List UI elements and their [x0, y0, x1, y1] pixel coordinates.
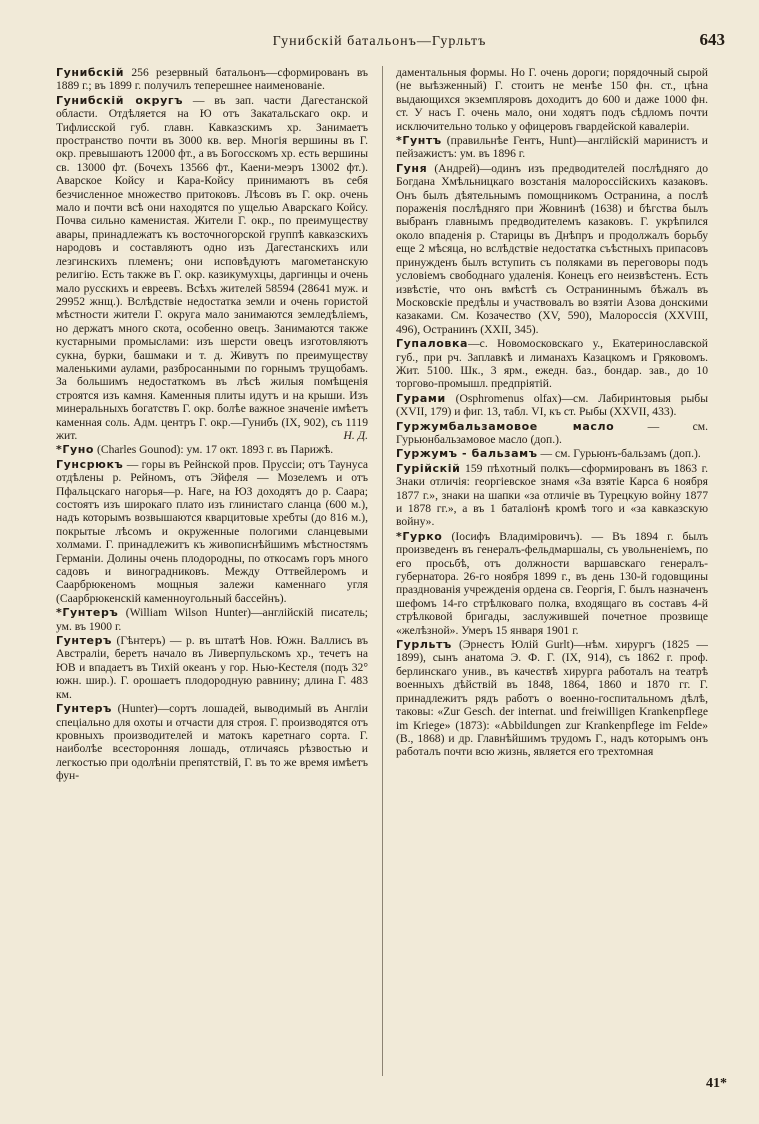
article-text: 159 пѣхотный полкъ—сформированъ въ 1863 г. Знаки отличія: георгіевское знамя «За взятіе Карса 6 ноября 1877 г.», знаки на шапки «за отличіе въ Турецкую войну 1877 и 1878 гг.», а въ 1 баталіонѣ кромѣ того и «за кавказскую войну».: [396, 461, 708, 529]
article-text: даментальныя формы. Но Г. очень дороги; порядочный сырой (не выѣзженный) Г. стоитъ не менѣе 150 фн. ст., цѣна выдающихся экземпляровъ доходитъ до 600 и даже 1000 фн. ст. У насъ Г. очень мало, они ходятъ подъ сѣдломъ почти исключительно только у офицеровъ гвардейской кавалеріи.: [396, 66, 708, 133]
article-entry: [396, 162, 708, 336]
article-entry: [56, 94, 368, 443]
article-headword: *Гунтеръ: [56, 606, 119, 620]
article-entry: [56, 66, 368, 93]
article-entry: [56, 702, 368, 782]
article-entry: [396, 447, 708, 460]
article-entry: [396, 392, 708, 419]
article-text: 256 резервный батальонъ—сформированъ въ 1889 г.; въ 1899 г. получилъ теперешнее наименованіе.: [56, 66, 368, 93]
article-headword: *Гуно: [56, 443, 95, 457]
signature-mark: 41*: [706, 1076, 727, 1091]
article-text: (Charles Gounod): ум. 17 окт. 1893 г. въ Парижѣ.: [94, 443, 334, 457]
article-text: — горы въ Рейнской пров. Пруссіи; отъ Таунуса отдѣлены р. Рейномъ, отъ Эйфеля — Мозелемъ и отъ Пфальцскаго нагорья—р. Наге, на ЮЗ доходятъ до р. Саара; состоятъ изъ широкаго плато изъ глинистаго сланца (600 м.), надъ которымъ возвышаются кварцитовые хребты (до 816 м.), покрытые лѣсомъ и окруженные пологими сланцевыми холмами. Г. принадлежитъ къ живописнѣйшимъ мѣстностямъ Германіи. Долины очень плодородны, по откосамъ горъ много садовъ и виноградниковъ. Между Оттвейлеромъ и Саарбрюкеномъ мощныя залежи каменнаго угля (Саарбрюкенскій каменноугольный бассейнъ).: [56, 457, 368, 605]
article-headword: Гунибскій округъ: [56, 93, 184, 107]
article-headword: *Гурко: [396, 529, 443, 543]
article-text: (Гѣнтеръ) — р. въ штатѣ Нов. Южн. Валлисъ въ Австраліи, беретъ начало въ Ливерпульскомъ хр., течетъ на ЮВ и впадаетъ въ Тихій океанъ у гор. Нью-Кестеля (подъ 32° южн. шир.). Г. орошаетъ плодородную равнину; длина Г. 483 км.: [56, 634, 368, 701]
article-entry: [56, 458, 368, 605]
article-entry: [396, 66, 708, 133]
article-text: (Hunter)—сортъ лошадей, выводимый въ Англіи спеціально для охоты и отчасти для строя. Г. производятся отъ кровныхъ производителей и матокъ каретнаго сорта. Г. наиболѣе всесторонняя лошадь, отличаясь рѣзвостью и легкостью при одолѣніи препятствій, Г. въ то же время имѣетъ фун-: [56, 702, 368, 783]
article-text: — въ зап. части Дагестанской области. Отдѣляется на Ю отъ Закатальскаго окр. и Тифлисской губ. главн. Кавказскимъ хр. Занимаетъ пространство почти въ 3000 кв. вер. Многія вершины въ Г. окр. превышаютъ 12000 фт., а въ Богосскомъ хр. есть вершины св. 13000 фт. (Бочехъ 13566 фт., Каени-меэръ 13002 фт.). Аварское Койсу и Кара-Койсу принимаютъ въ себя безчисленное множество притоковъ. Лѣсовъ въ Г. окр. очень мало и почти всѣ они находятся по ущелью Аварскаго Койсу. Почва сильно каменистая. Жители Г. окр., по преимуществу авары, принадлежатъ къ восточногорской группѣ кавказскихъ народовъ и составляютъ одно изъ Дагестанскихъ или лезгинскихъ племенъ; они исповѣдуютъ магометанскую религію. Есть также въ Г. окр. казикумухцы, даргинцы и очень мало русскихъ и евреевъ. Всѣхъ жителей 58594 (28641 муж. и 29952 жнщ.). Вслѣдствіе недостатка земли и очень гористой мѣстности жители Г. округа мало занимаются земледѣліемъ, но держатъ много скота, особенно овецъ. Занимаются также кустарными промыслами: изъ шерсти овецъ изготовляютъ сукна, бурки, башмаки и т. д. Живутъ по преимуществу маленькими аулами, разбросанными по горнымъ трущобамъ. За большимъ недостаткомъ въ лѣсѣ жилыя помѣщенія строятся изъ камня. Каменныя плиты идутъ и на крыши. Изъ минеральныхъ богатствъ Г. окр. болѣе важное значеніе имѣетъ каменная соль. Адм. центръ Г. окр.—Гунибъ (IX, 902), съ 1119 жит.: [56, 93, 368, 442]
page-number: 643: [699, 30, 725, 49]
left-column: [56, 66, 368, 1076]
article-headword: Гуржумбальзамовое масло: [396, 419, 615, 433]
article-headword: Гунибскій: [56, 66, 125, 79]
article-headword: Гурами: [396, 391, 446, 405]
article-text: (Эрнестъ Юлій Gurlt)—нѣм. хирургъ (1825 — 1899), сынъ анатома Э. Ф. Г. (IX, 914), съ 1862 г. проф. берлинскаго унив., въ качествѣ хирурга работалъ на театрѣ военныхъ дѣйствій въ 1848, 1864, 1860 и 1870 гг. Г. принадлежитъ рядъ работъ о военно-госпитальномъ дѣлѣ, таковы: «Zur Gesch. der internat. und freiwilligen Krankenpflege im Kriege» (1873): «Abbildungen zur Krankenpflege im Felde» (B., 1868) и др. Главнѣйшимъ трудомъ Г., надъ которымъ онъ работалъ почти всю жизнь, является его трехтомная: [396, 638, 708, 759]
article-headword: Гунтеръ: [56, 702, 112, 716]
article-text: (Іосифъ Владиміровичъ). — Въ 1894 г. былъ произведенъ въ генералъ-фельдмаршалы, съ увольненіемъ, по его просьбѣ, отъ должности варшавскаго генералъ-губернатора. 26-го ноября 1899 г., въ день 130-й годовщины празднованія учрежденія ордена св. Георгія, Г. былъ назначенъ шефомъ 14-го стрѣлковаго полка, входящаго въ составъ 4-й стрѣлковой бригады, заслужившей почетное прозвище «желѣзной». Умеръ 15 января 1901 г.: [396, 529, 708, 637]
article-entry: [396, 462, 708, 529]
article-headword: Гурійскій: [396, 461, 461, 475]
columns: [56, 66, 708, 1076]
article-headword: Гуня: [396, 161, 428, 175]
article-headword: Гупаловка: [396, 337, 469, 351]
column-rule: [382, 66, 383, 1076]
article-text: (William Wilson Hunter)—англійскій писатель; ум. въ 1900 г.: [56, 606, 368, 633]
article-text: (правильнѣе Гентъ, Hunt)—англійскій маринистъ и пейзажистъ: ум. въ 1896 г.: [396, 134, 708, 161]
article-entry: [396, 530, 708, 637]
article-entry: [396, 638, 708, 759]
article-entry: [396, 420, 708, 447]
article-entry: [56, 443, 368, 456]
article-text: (Osphromenus olfax)—см. Лабиринтовыя рыбы (XVII, 179) и фиг. 13, табл. VI, къ ст. Рыбы (XXVII, 433).: [396, 391, 708, 419]
article-headword: Гурльтъ: [396, 638, 452, 652]
article-headword: Гунтеръ: [56, 634, 112, 648]
article-text: — см. Гурьюнбальзамовое масло (доп.).: [396, 419, 708, 446]
article-entry: [396, 134, 708, 161]
running-head: [0, 26, 759, 60]
article-text: (Андрей)—одинъ изъ предводителей послѣдняго до Богдана Хмѣльницкаго возстанія малороссійскихъ казаковъ. Онъ былъ дѣятельнымъ помощникомъ Остранина, а послѣ пораженія послѣдняго при Жовнинѣ (1638) и бѣгства былъ выбранъ главнымъ предводителемъ казаковъ. Г. укрѣпился около впаденія р. Старицы въ Днѣпръ и продолжалъ борьбу еще 2 мѣсяца, но вслѣдствіе недостатка съѣстныхъ припасовъ принужденъ былъ вступить съ поляками въ переговоры подъ условіемъ свободнаго удаленія. Конецъ его неизвѣстенъ. Есть извѣстіе, что онъ вмѣстѣ съ Остраниннымъ бѣжалъ въ Московскіе предѣлы и участвовалъ во взятіи Азова донскими казаками. См. Козачество (XV, 590), Малороссія (XXVIII, 496), Остранинъ (XXII, 345).: [396, 161, 708, 336]
article-headword: Гунсрюкъ: [56, 457, 124, 471]
running-title: Гунибскій батальонъ—Гурльтъ: [272, 34, 487, 49]
article-headword: *Гунтъ: [396, 134, 442, 148]
article-text: — см. Гурьюнъ-бальзамъ (доп.).: [537, 447, 701, 461]
right-column: [396, 66, 708, 1076]
article-entry: [56, 606, 368, 633]
article-signature: Н. Д.: [343, 428, 368, 442]
article-entry: [56, 634, 368, 701]
article-text: —с. Новомосковскаго у., Екатеринославской губ., при рч. Заплавкѣ и лиманахъ Казацкомъ и Гряковомъ. Жит. 5100. Шк., 3 ярм., ежедн. баз., бондар. зав., до 10 торгово-промышл. предпріятій.: [396, 337, 708, 391]
article-headword: Гуржумъ - бальзамъ: [396, 447, 538, 461]
article-entry: [396, 337, 708, 391]
